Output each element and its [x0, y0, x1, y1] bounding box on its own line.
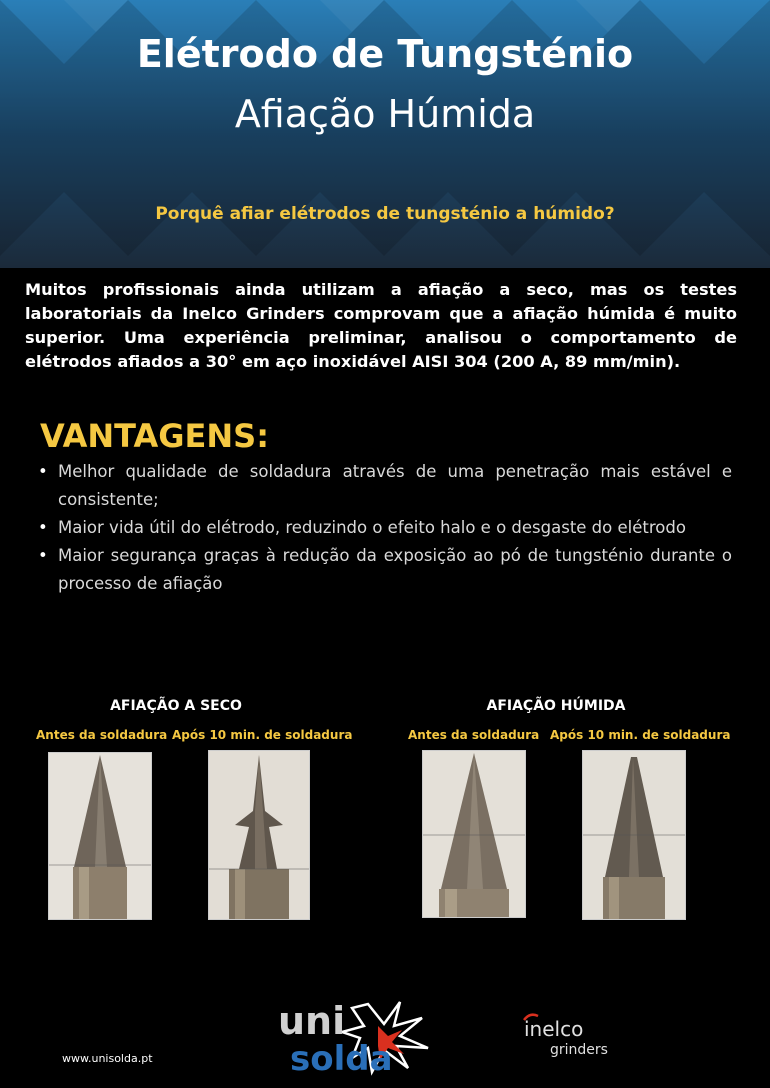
advantage-item: • Maior vida útil do elétrodo, reduzindo o efeito halo e o desgaste do elétrodo — [36, 514, 732, 542]
logo-uni-text: uni — [278, 999, 346, 1043]
logo-grinders-text: grinders — [550, 1042, 608, 1058]
dry-sharpening-title: AFIAÇÃO A SECO — [110, 698, 242, 714]
headline-question: Porquê afiar elétrodos de tungsténio a húmido? — [155, 204, 615, 224]
website-url[interactable]: www.unisolda.pt — [62, 1052, 153, 1065]
wet-sharpening-title: AFIAÇÃO HÚMIDA — [486, 698, 626, 714]
page-title: Elétrodo de Tungsténio — [136, 32, 634, 76]
dry-before-label: Antes da soldadura — [36, 728, 168, 742]
header-banner — [0, 0, 770, 268]
wet-before-label: Antes da soldadura — [408, 728, 540, 742]
advantage-item: • Melhor qualidade de soldadura através de uma penetração mais estável e consistente; — [36, 458, 732, 514]
intro-paragraph: Muitos profissionais ainda utilizam a afiação a seco, mas os testes laboratoriais da Inelco Grinders comprovam que a afiação húmida é muito superior. Uma experiência preliminar, analisou o comportamento de elétrodos afiados a 30° em aço inoxidável AISI 304 (200 A, 89 mm/min). — [25, 280, 737, 371]
advantage-item: • Maior segurança graças à redução da exposição ao pó de tungsténio durante o processo de afiação — [36, 542, 732, 598]
dry-after-label: Após 10 min. de soldadura — [172, 728, 353, 742]
bullet-icon: • — [38, 518, 48, 537]
logo-inelco-text: inelco — [524, 1017, 584, 1041]
bullet-icon: • — [38, 546, 48, 565]
wet-after-photo — [582, 750, 686, 920]
wet-after-label: Após 10 min. de soldadura — [550, 728, 731, 742]
advantages-list — [36, 458, 732, 598]
dry-before-photo — [48, 752, 152, 920]
unisolda-logo — [272, 996, 462, 1076]
wet-before-photo — [422, 750, 526, 918]
inelco-grinders-logo — [520, 1010, 660, 1060]
logo-solda-text: solda — [290, 1039, 393, 1076]
bullet-icon: • — [38, 462, 48, 481]
dry-after-photo — [208, 750, 310, 920]
advantages-heading: VANTAGENS: — [40, 417, 269, 455]
page-subtitle: Afiação Húmida — [234, 92, 536, 136]
